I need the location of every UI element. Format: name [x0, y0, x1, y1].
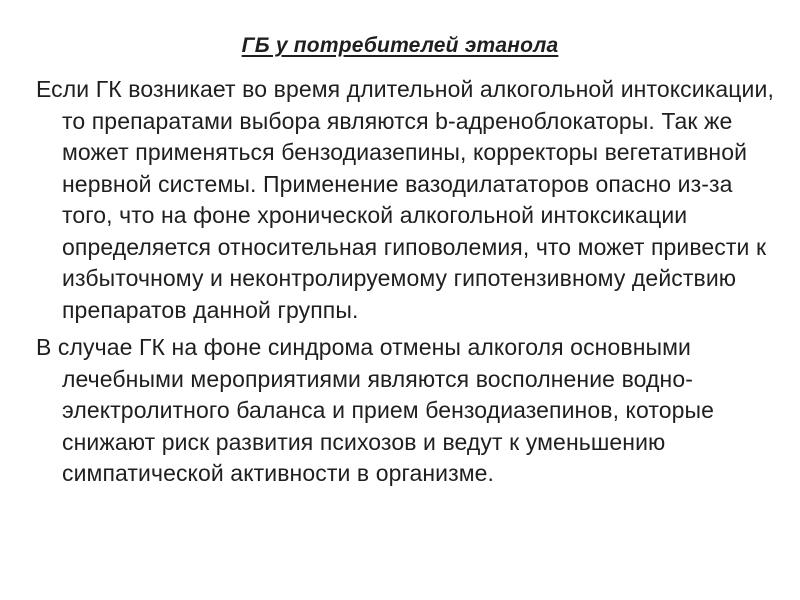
paragraph-withdrawal-syndrome: В случае ГК на фоне синдрома отмены алкоголя основными лечебными мероприятиями являются восполнение водно-электролитного баланса и прием бензодиазепинов, которые снижают риск развития психозов и ведут к уменьшению симпатической активности в организме. — [36, 334, 715, 486]
slide-title: ГБ у потребителей этанола — [241, 34, 559, 57]
slide-body — [36, 74, 776, 496]
paragraph-ethanol-intoxication: Если ГК возникает во время длительной алкогольной интоксикации, то препаратами выбора являются b-адреноблокаторы. Так же может применяться бензодиазепины, корректоры вегетативной нервной системы. Применение вазодилататоров опасно из-за того, что на фоне хронической алкогольной интоксикации определяется относительная гиповолемия, что может привести к избыточному и неконтролируемому гипотензивному действию препаратов данной группы. — [36, 76, 774, 323]
